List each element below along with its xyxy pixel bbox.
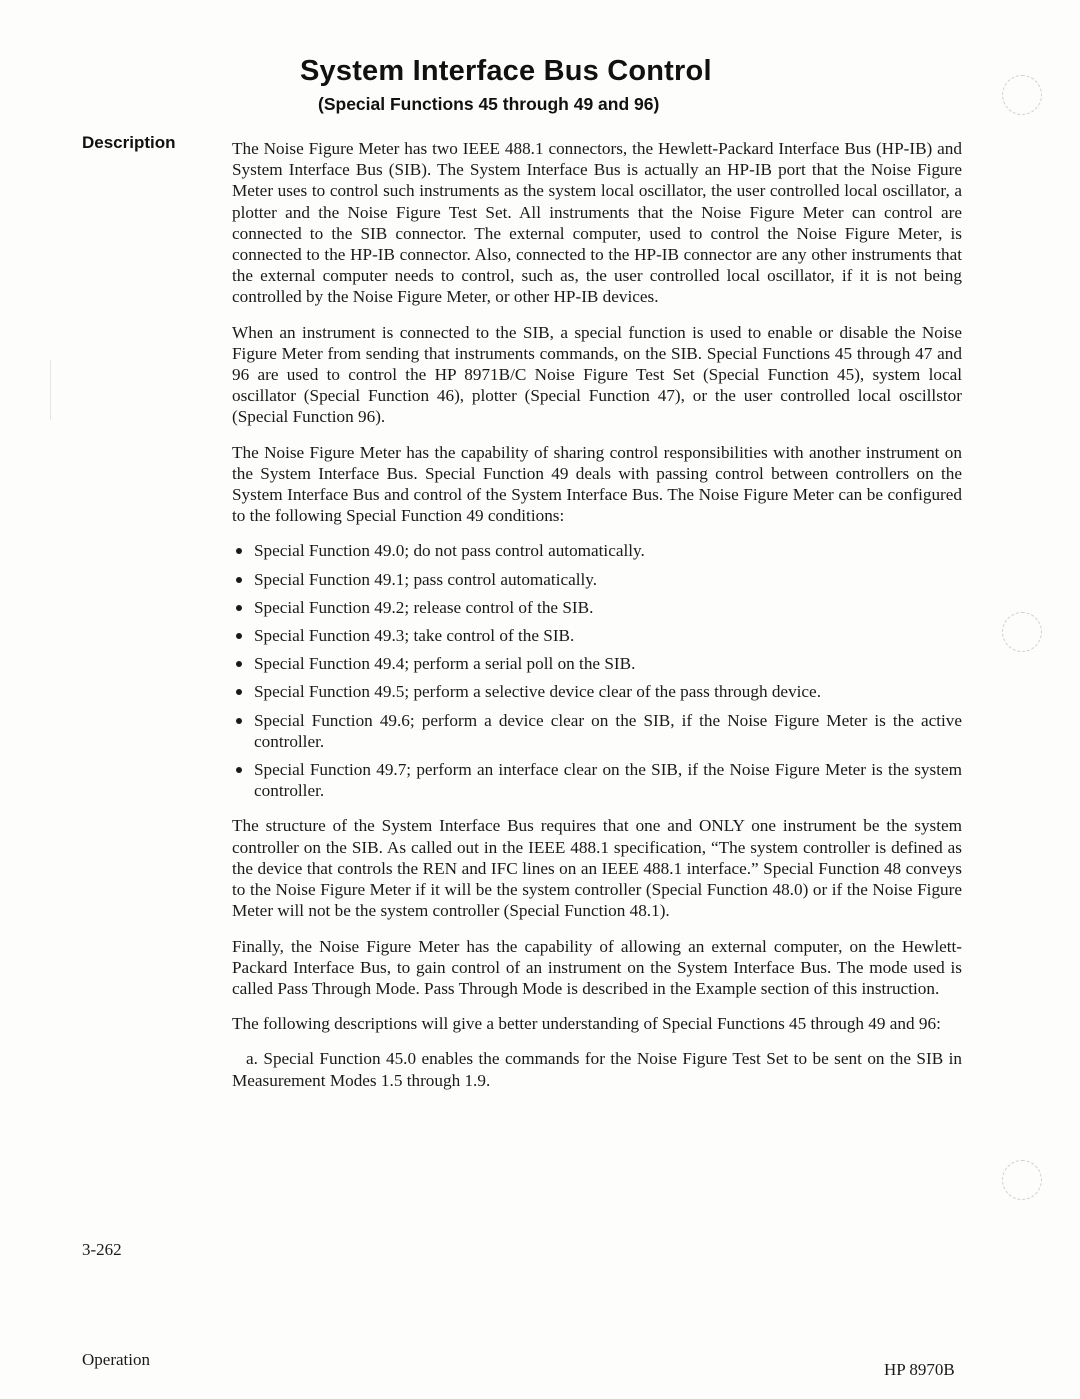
bullet-icon: [236, 548, 242, 554]
page-subtitle: (Special Functions 45 through 49 and 96): [318, 94, 660, 114]
bullet-icon: [236, 605, 242, 611]
list-item: [232, 759, 962, 801]
list-item-text: Special Function 49.6; perform a device clear on the SIB, if the Noise Figure Meter is the active controller.: [254, 710, 962, 751]
list-item-text: Special Function 49.2; release control of the SIB.: [254, 597, 594, 617]
bullet-icon: [236, 633, 242, 639]
list-item: [232, 569, 962, 590]
list-item-text: Special Function 49.7; perform an interface clear on the SIB, if the Noise Figure Meter is the system controller.: [254, 760, 962, 801]
paragraph-sib-enable: When an instrument is connected to the SIB, a special function is used to enable or disable the Noise Figure Meter from sending that instruments commands, on the SIB. Special Functions 45 through 47 and 96 are used to control the HP 8971B/C Noise Figure Test Set (Special Function 45), system local oscillator (Special Function 46), plotter (Special Function 47), or the user controlled local oscillstor (Special Function 96).: [232, 322, 962, 427]
list-item-text: Special Function 49.5; perform a selective device clear of the pass through device.: [254, 682, 821, 702]
scan-margin-mark: [50, 360, 51, 420]
punch-hole-bottom: [1002, 1160, 1042, 1200]
paragraph-shared-control: The Noise Figure Meter has the capability of sharing control responsibilities with another instrument on the System Interface Bus. Special Function 49 deals with passing control between controllers on the System Interface Bus and control of the System Interface Bus. The Noise Figure Meter can be configured to the following Special Function 49 conditions:: [232, 442, 962, 526]
list-item: [232, 625, 962, 646]
bullet-icon: [236, 661, 242, 667]
list-item: [232, 710, 962, 752]
paragraph-system-controller: The structure of the System Interface Bus requires that one and ONLY one instrument be the system controller on the SIB. As called out in the IEEE 488.1 specification, “The system controller is defined as the device that controls the REN and IFC lines on an IEEE 488.1 interface.” Special Function 48 conveys to the Noise Figure Meter if it will be the system controller (Special Function 48.0) or if the Noise Figure Meter will not be the system controller (Special Function 48.1).: [232, 816, 962, 921]
list-item-text: Special Function 49.1; pass control automatically.: [254, 569, 598, 589]
footer-model: HP 8970B: [884, 1360, 955, 1379]
page-number: 3-262: [82, 1240, 122, 1259]
list-item: [232, 540, 962, 561]
page-title: System Interface Bus Control: [300, 55, 712, 87]
punch-hole-middle: [1002, 612, 1042, 652]
bullet-icon: [236, 767, 242, 773]
list-item: [232, 681, 962, 702]
paragraph-following: The following descriptions will give a better understanding of Special Functions 45 through 49 and 96:: [232, 1014, 941, 1034]
punch-hole-top: [1002, 75, 1042, 115]
list-item-text: Special Function 49.3; take control of the SIB.: [254, 626, 575, 646]
paragraph-pass-through: Finally, the Noise Figure Meter has the capability of allowing an external computer, on the Hewlett-Packard Interface Bus, to gain control of an instrument on the System Interface Bus. The mode used is called Pass Through Mode. Pass Through Mode is described in the Example section of this instruction.: [232, 936, 962, 998]
list-item: [232, 653, 962, 674]
body-text: [232, 138, 962, 1105]
list-item-text: Special Function 49.0; do not pass control automatically.: [254, 541, 645, 561]
item-a: a. Special Function 45.0 enables the commands for the Noise Figure Test Set to be sent on the SIB in Measurement Modes 1.5 through 1.9.: [232, 1049, 962, 1090]
sf49-conditions-list: [232, 540, 962, 801]
bullet-icon: [236, 718, 242, 724]
bullet-icon: [236, 689, 242, 695]
list-item: [232, 597, 962, 618]
list-item-text: Special Function 49.4; perform a serial poll on the SIB.: [254, 654, 636, 674]
bullet-icon: [236, 577, 242, 583]
footer-section: Operation: [82, 1350, 150, 1369]
paragraph-intro: The Noise Figure Meter has two IEEE 488.1 connectors, the Hewlett-Packard Interface Bus (HP-IB) and System Interface Bus (SIB). The System Interface Bus is actually an HP-IB port that the Noise Figure Meter uses to control such instruments as the system local oscillator, the user controlled local oscillator, a plotter and the Noise Figure Test Set. All instruments that the Noise Figure Meter can control are connected to the SIB connector. The external computer, used to control the Noise Figure Meter, is connected to the HP-IB connector. Also, connected to the HP-IB connector are any other instruments that the external computer needs to control, such as, the user controlled local oscillator, if it is not being controlled by the Noise Figure Meter, or other HP-IB devices.: [232, 139, 962, 307]
section-label-description: Description: [82, 133, 176, 152]
